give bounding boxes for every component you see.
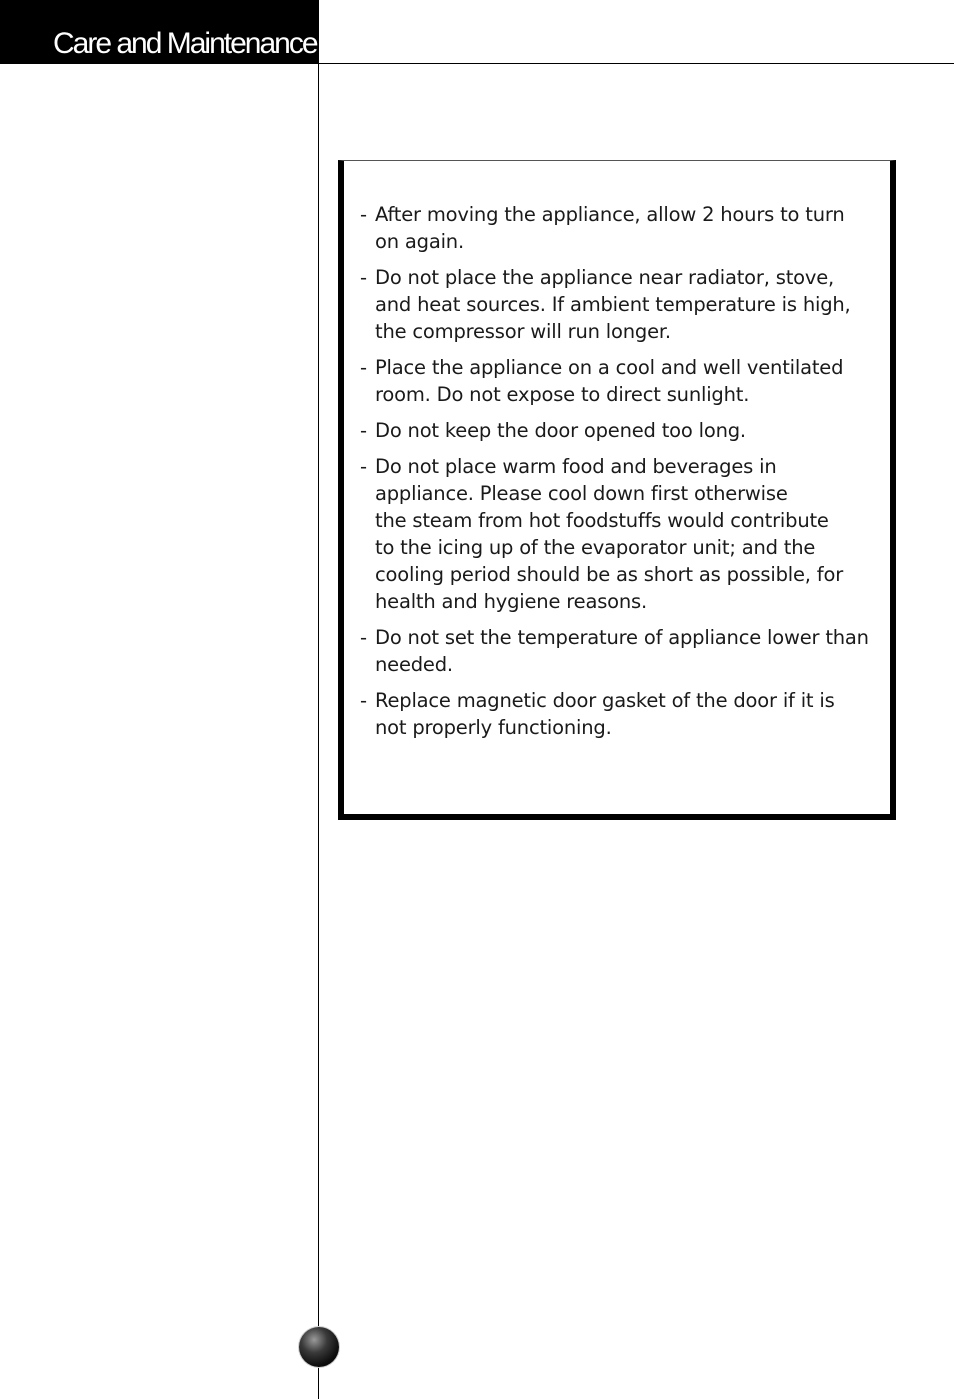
page-marker-ball-icon <box>299 1327 339 1367</box>
maintenance-tips-list <box>360 201 882 750</box>
list-bullet: - <box>360 626 367 649</box>
list-item <box>360 264 882 345</box>
list-bullet: - <box>360 455 367 478</box>
section-title: Care and Maintenance <box>53 27 317 60</box>
list-bullet: - <box>360 203 367 226</box>
list-item <box>360 354 882 408</box>
list-bullet: - <box>360 266 367 289</box>
section-header-tab <box>0 0 318 64</box>
maintenance-tips-box <box>338 160 896 820</box>
list-item-text: After moving the appliance, allow 2 hours to turn on again. <box>375 203 845 253</box>
list-item-text: Do not set the temperature of appliance lower than needed. <box>375 626 869 676</box>
page-margin-rule <box>318 0 319 1399</box>
list-item <box>360 417 882 444</box>
list-item-text: Do not place warm food and beverages in appliance. Please cool down first otherwise the steam from hot foodstuffs would contribute to the icing up of the evaporator unit; and the cooling period should be as short as possible, for health and hygiene reasons. <box>375 455 844 613</box>
list-item <box>360 624 882 678</box>
list-item <box>360 687 882 741</box>
list-bullet: - <box>360 419 367 442</box>
list-item-text: Replace magnetic door gasket of the door if it is not properly functioning. <box>375 689 835 739</box>
list-item-text: Do not place the appliance near radiator, stove, and heat sources. If ambient temperature is high, the compressor will run longer. <box>375 266 851 343</box>
list-item <box>360 453 882 615</box>
list-item <box>360 201 882 255</box>
list-bullet: - <box>360 689 367 712</box>
list-bullet: - <box>360 356 367 379</box>
list-item-text: Place the appliance on a cool and well ventilated room. Do not expose to direct sunlight. <box>375 356 844 406</box>
list-item-text: Do not keep the door opened too long. <box>375 419 746 442</box>
header-rule <box>318 63 954 64</box>
